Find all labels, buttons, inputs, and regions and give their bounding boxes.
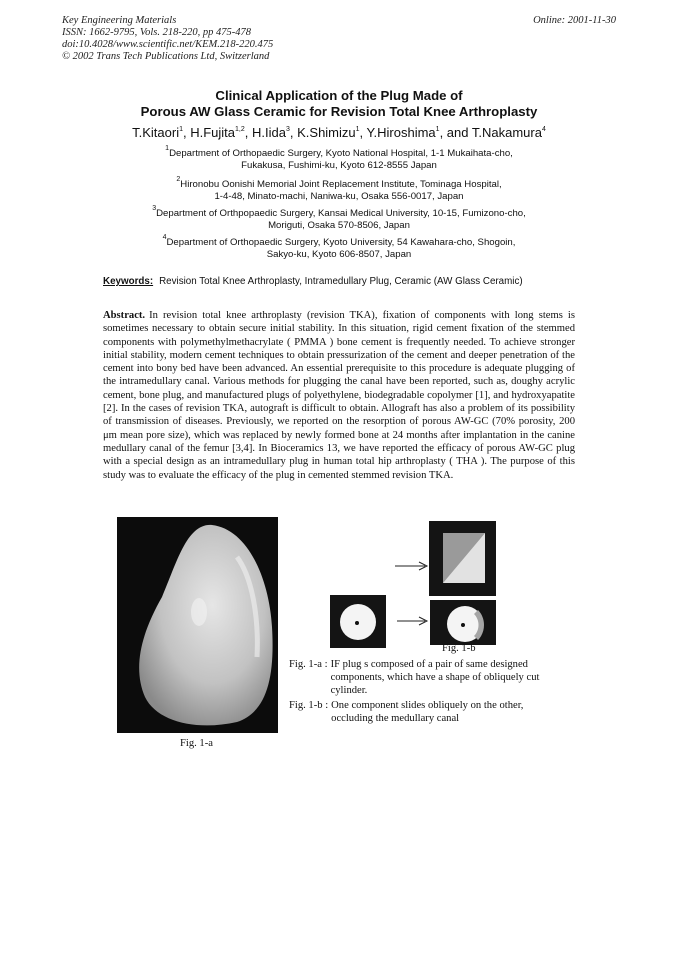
journal-header [62, 15, 273, 63]
author-list [60, 125, 618, 141]
affiliation-3: $^3$Department of Orthpopaedic Surgery, Kansai Medical University, 10-15, Fumizono-cho, Moriguti, Osaka 570-8506, Japan [152, 205, 526, 231]
figure-1a-photo [117, 517, 278, 733]
figure-1a-label: Fig. 1-a [180, 738, 213, 749]
journal-name: Key Engineering Materials [62, 15, 177, 26]
author: H.Fujita$^{1,2}$, [190, 125, 252, 140]
author: T.Kitaori$^1$, [132, 125, 191, 140]
figure-1b-photo-right [430, 600, 496, 645]
issn-line: ISSN: 1662-9795, Vols. 218-220, pp 475-478 [62, 27, 251, 38]
online-date: Online: 2001-11-30 [533, 15, 616, 26]
title-line-1: Clinical Application of the Plug Made of [215, 88, 463, 103]
affiliation-1: $^1$Department of Orthopaedic Surgery, Kyoto National Hospital, 1-1 Mukaihata-cho, Fukakusa, Fushimi-ku, Kyoto 612-8555 Japan [165, 145, 513, 171]
affiliation-2: $^2$Hironobu Oonishi Memorial Joint Replacement Institute, Tominaga Hospital, 1-4-48, Minato-machi, Naniwa-ku, Osaka 556-0017, Japan [176, 176, 502, 202]
figure-1b-photo-top [429, 521, 496, 596]
author: Y.Hiroshima$^1$, and [366, 125, 472, 140]
keywords-text: Revision Total Knee Arthroplasty, Intramedullary Plug, Ceramic (AW Glass Ceramic) [159, 276, 523, 287]
author: H.Iida$^3$, [252, 125, 298, 140]
arrow-right-icon [397, 615, 429, 627]
plug-photo-graphic [117, 517, 278, 733]
figure-1a-caption: Fig. 1-a : IF plug s composed of a pair of same designed components, which have a shape of obliquely cut cylinder. [289, 659, 540, 696]
abstract [103, 309, 575, 482]
abstract-label: Abstract. [103, 310, 146, 321]
author: K.Shimizu$^1$, [297, 125, 367, 140]
paper-title [60, 88, 618, 120]
figure-1b-caption: Fig. 1-b : One component slides obliquely on the other, occluding the medullary canal [289, 700, 524, 724]
figure-1b-label: Fig. 1-b [442, 643, 476, 654]
keywords [103, 276, 523, 287]
author: T.Nakamura$^4$ [471, 125, 546, 140]
title-line-2: Porous AW Glass Ceramic for Revision Total Knee Arthroplasty [140, 104, 538, 119]
copyright-line: © 2002 Trans Tech Publications Ltd, Switzerland [62, 51, 270, 62]
affiliation-4: $^4$Department of Orthopaedic Surgery, Kyoto University, 54 Kawahara-cho, Shogoin, Sakyo-ku, Kyoto 606-8507, Japan [162, 234, 516, 260]
abstract-text: In revision total knee arthroplasty (revision TKA), fixation of components with long stems is sometimes necessary to obtain secure initial stability. In this situation, rigid cement fixation of the stemmed components with polymethylmethacrylate ( PMMA ) bone cement is frequently needed. To achieve stronger initial stability, modern cement techniques to obtain pressurization of the cement and deeper penetration of the cement into bony bed have been advanced. An essential prerequisite to this procedure is adequate plugging of the intramedullary canal. Various methods for plugging the canal have been reported, such as, doughy acrylic cement, bone plug, and manufactured plugs of polyethylene, biodegradable copolymer [1], and hydroxyapatite [2]. In the cases of revision TKA, autograft is difficult to obtain. Allograft has also a problem of its possibility of transmission of diseases. Previously, we reported on the resorption of porous AW-GC (70% porosity, 200 μm mean pore size), which was replaced by newly formed bone at 24 months after implantation in the canine medullary canal of the femur [3,4]. In Bioceramics 13, we have reported the efficacy of porous AW-GC plug with a special design as an intramedullary plug in human total hip arthroplasty ( THA ). The purpose of this study was to evaluate the efficacy of the plug in cemented stemmed revision TKA. [103, 310, 575, 481]
arrow-right-icon [395, 560, 429, 572]
figure-1b-photo-left [330, 595, 386, 648]
doi-link[interactable]: doi:10.4028/www.scientific.net/KEM.218-220.475 [62, 39, 274, 50]
keywords-label: Keywords: [103, 276, 154, 287]
